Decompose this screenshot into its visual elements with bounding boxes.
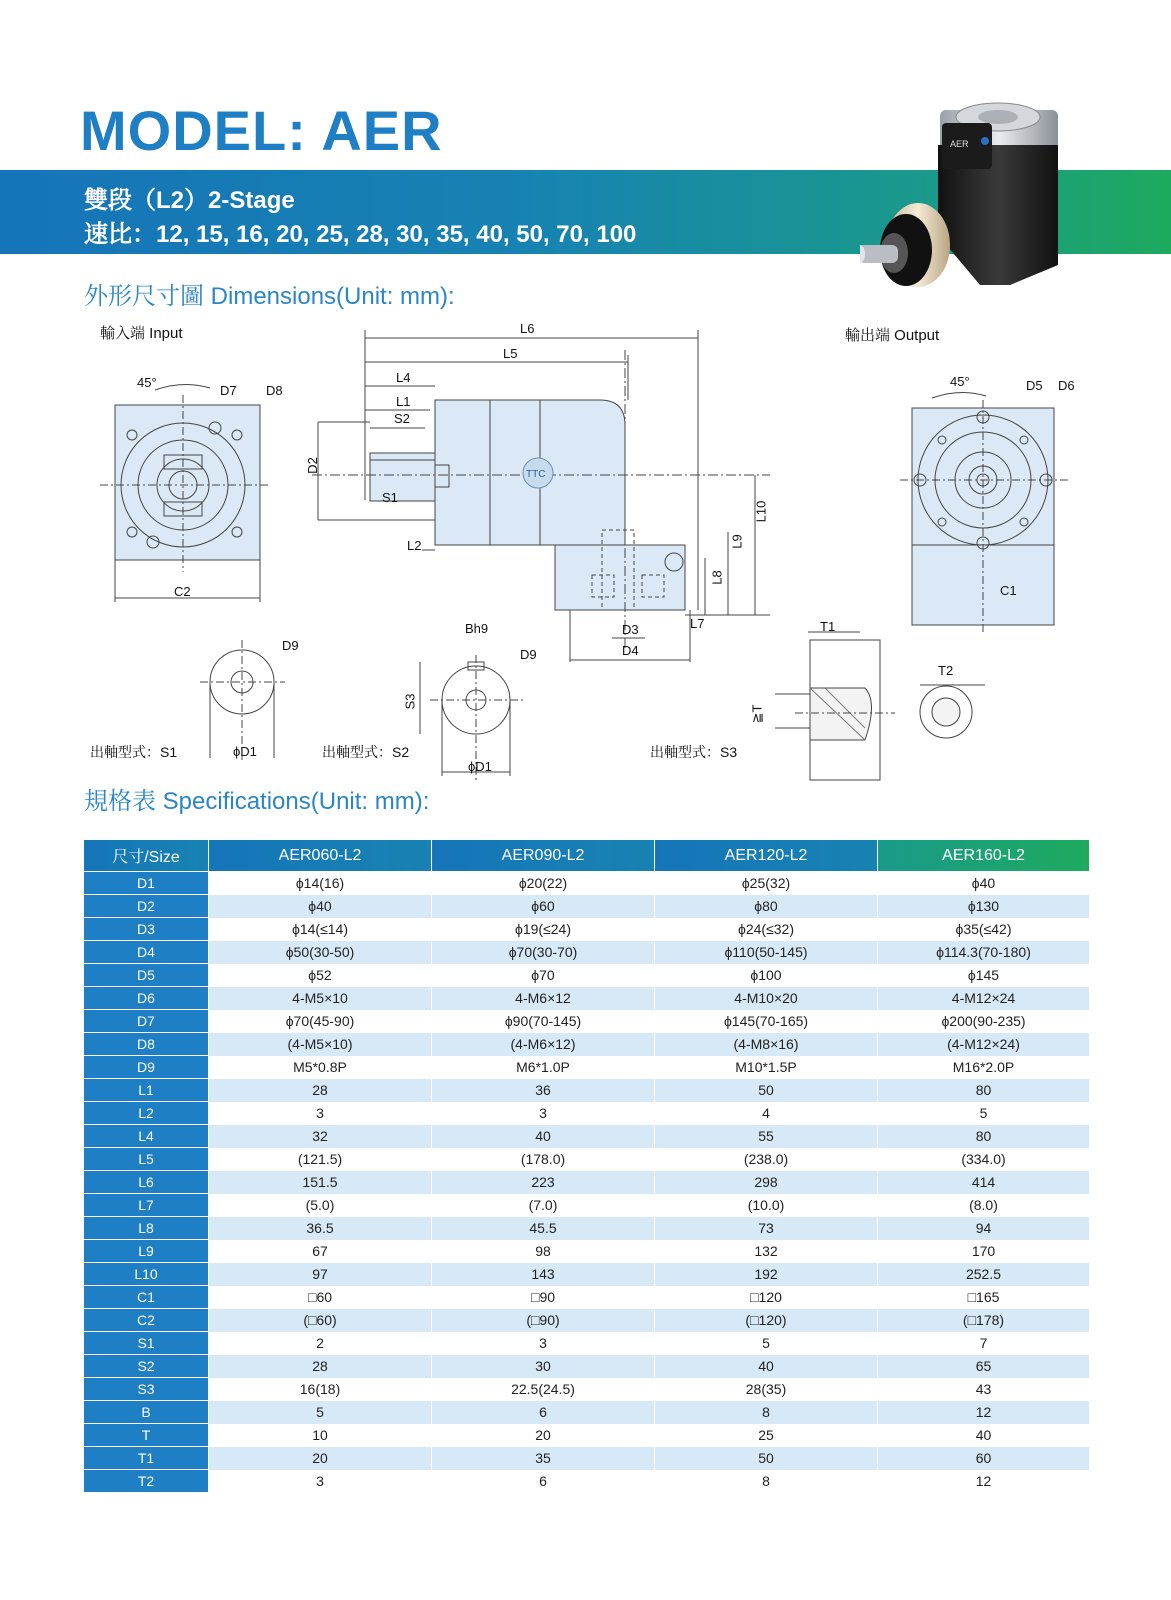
spec-value-cell: 32 (209, 1125, 432, 1148)
spec-value-cell: 4-M6×12 (432, 987, 655, 1010)
column-header: AER120-L2 (655, 840, 878, 872)
spec-value-cell: ϕ130 (878, 895, 1090, 918)
spec-value-cell: 98 (432, 1240, 655, 1263)
spec-value-cell: 192 (655, 1263, 878, 1286)
dim-d4: D4 (622, 643, 639, 658)
table-row (84, 1217, 1090, 1240)
row-header-cell: D9 (84, 1056, 209, 1079)
column-header: 尺寸/Size (84, 840, 209, 872)
dim-d5: D5 (1026, 378, 1043, 393)
dim-c1: C1 (1000, 583, 1017, 598)
spec-value-cell: ϕ70(30-70) (432, 941, 655, 964)
spec-value-cell: 97 (209, 1263, 432, 1286)
dim-s3: S3 (402, 693, 418, 710)
spec-value-cell: (4-M8×16) (655, 1033, 878, 1056)
spec-value-cell: (4-M6×12) (432, 1033, 655, 1056)
spec-value-cell: (4-M5×10) (209, 1033, 432, 1056)
row-header-cell: L10 (84, 1263, 209, 1286)
input-end-view (100, 384, 270, 602)
row-header-cell: L4 (84, 1125, 209, 1148)
spec-value-cell: 80 (878, 1079, 1090, 1102)
spec-value-cell: (238.0) (655, 1148, 878, 1171)
shaft-s3-view (775, 632, 985, 780)
spec-value-cell: (4-M12×24) (878, 1033, 1090, 1056)
dim-l8: L8 (709, 570, 725, 585)
row-header-cell: T1 (84, 1447, 209, 1470)
spec-value-cell: ϕ40 (878, 872, 1090, 895)
row-header-cell: D8 (84, 1033, 209, 1056)
dim-d9-s2: D9 (520, 647, 537, 662)
dim-d1-s2: ϕD1 (468, 759, 492, 774)
spec-value-cell: (□90) (432, 1309, 655, 1332)
dim-l7: L7 (690, 616, 705, 631)
spec-value-cell: ϕ70(45-90) (209, 1010, 432, 1033)
dim-bh9: Bh9 (465, 621, 489, 636)
spec-value-cell: M16*2.0P (878, 1056, 1090, 1079)
spec-table-header (84, 840, 1090, 872)
row-header-cell: L5 (84, 1148, 209, 1171)
dim-s2: S2 (394, 411, 410, 426)
dim-c2: C2 (174, 584, 191, 599)
row-header-cell: C1 (84, 1286, 209, 1309)
spec-value-cell: 55 (655, 1125, 878, 1148)
spec-value-cell: 8 (655, 1470, 878, 1493)
table-row (84, 1148, 1090, 1171)
row-header-cell: L8 (84, 1217, 209, 1240)
spec-value-cell: 3 (209, 1102, 432, 1125)
spec-value-cell: 40 (878, 1424, 1090, 1447)
column-header: AER060-L2 (209, 840, 432, 872)
angle-label-input: 45° (137, 375, 157, 390)
spec-value-cell: M6*1.0P (432, 1056, 655, 1079)
spec-value-cell: 28 (209, 1355, 432, 1378)
spec-value-cell: (□178) (878, 1309, 1090, 1332)
product-brand-label: AER (950, 139, 969, 149)
spec-value-cell: 65 (878, 1355, 1090, 1378)
table-row (84, 1194, 1090, 1217)
spec-value-cell: 4 (655, 1102, 878, 1125)
dim-l10: L10 (753, 500, 769, 523)
spec-value-cell: 80 (878, 1125, 1090, 1148)
specifications-heading: 規格表 Specifications(Unit: mm): (84, 788, 430, 815)
table-row (84, 1102, 1090, 1125)
table-row (84, 1079, 1090, 1102)
spec-value-cell: 5 (878, 1102, 1090, 1125)
spec-value-cell: 36 (432, 1079, 655, 1102)
row-header-cell: L7 (84, 1194, 209, 1217)
spec-value-cell: 28(35) (655, 1378, 878, 1401)
row-header-cell: S1 (84, 1332, 209, 1355)
row-header-cell: L9 (84, 1240, 209, 1263)
row-header-cell: L2 (84, 1102, 209, 1125)
spec-value-cell: M10*1.5P (655, 1056, 878, 1079)
spec-value-cell: □90 (432, 1286, 655, 1309)
spec-value-cell: 35 (432, 1447, 655, 1470)
output-label: 輸出端 Output (845, 327, 940, 344)
column-header: AER160-L2 (878, 840, 1090, 872)
spec-value-cell: 30 (432, 1355, 655, 1378)
spec-value-cell: (334.0) (878, 1148, 1090, 1171)
spec-value-cell: 50 (655, 1079, 878, 1102)
spec-value-cell: 67 (209, 1240, 432, 1263)
spec-value-cell: 5 (655, 1332, 878, 1355)
spec-value-cell: ϕ35(≤42) (878, 918, 1090, 941)
spec-value-cell: (□120) (655, 1309, 878, 1332)
dim-t: ≧T (749, 704, 765, 724)
table-row (84, 1424, 1090, 1447)
table-row (84, 1378, 1090, 1401)
dim-d8: D8 (266, 383, 283, 398)
dim-d2: D2 (304, 457, 320, 474)
spec-value-cell: 3 (432, 1332, 655, 1355)
spec-value-cell: 22.5(24.5) (432, 1378, 655, 1401)
spec-value-cell: ϕ20(22) (432, 872, 655, 895)
row-header-cell: C2 (84, 1309, 209, 1332)
table-row (84, 1240, 1090, 1263)
spec-value-cell: □165 (878, 1286, 1090, 1309)
spec-value-cell: (178.0) (432, 1148, 655, 1171)
spec-value-cell: M5*0.8P (209, 1056, 432, 1079)
spec-value-cell: 252.5 (878, 1263, 1090, 1286)
spec-value-cell: ϕ145(70-165) (655, 1010, 878, 1033)
dim-s1: S1 (382, 490, 398, 505)
angle-label-output: 45° (950, 374, 970, 389)
spec-value-cell: 60 (878, 1447, 1090, 1470)
table-row (84, 1401, 1090, 1424)
dim-l2: L2 (407, 538, 422, 553)
spec-value-cell: ϕ25(32) (655, 872, 878, 895)
table-row (84, 1470, 1090, 1493)
spec-value-cell: ϕ100 (655, 964, 878, 987)
spec-value-cell: ϕ80 (655, 895, 878, 918)
spec-value-cell: 5 (209, 1401, 432, 1424)
spec-value-cell: 12 (878, 1470, 1090, 1493)
dim-d6: D6 (1058, 378, 1075, 393)
table-row (84, 964, 1090, 987)
spec-value-cell: ϕ52 (209, 964, 432, 987)
spec-value-cell: 40 (655, 1355, 878, 1378)
dim-d3: D3 (622, 622, 639, 637)
spec-value-cell: ϕ19(≤24) (432, 918, 655, 941)
table-row (84, 872, 1090, 895)
spec-value-cell: 6 (432, 1401, 655, 1424)
dim-t2: T2 (938, 663, 954, 678)
spec-value-cell: 73 (655, 1217, 878, 1240)
spec-value-cell: (□60) (209, 1309, 432, 1332)
spec-value-cell: 10 (209, 1424, 432, 1447)
dim-t1: T1 (820, 619, 836, 634)
column-header: AER090-L2 (432, 840, 655, 872)
spec-value-cell: ϕ200(90-235) (878, 1010, 1090, 1033)
drawing-logo: TTC (526, 469, 546, 480)
spec-value-cell: 43 (878, 1378, 1090, 1401)
shaft-s1-label: 出軸型式：S1 (90, 744, 178, 760)
table-row (84, 1056, 1090, 1079)
shaft-s2-label: 出軸型式：S2 (322, 744, 410, 760)
spec-value-cell: 45.5 (432, 1217, 655, 1240)
shaft-s1-view (200, 640, 285, 760)
spec-value-cell: (10.0) (655, 1194, 878, 1217)
ratio-line: 速比：12, 15, 16, 20, 25, 28, 30, 35, 40, 50, 70, 100 (84, 221, 637, 248)
row-header-cell: D5 (84, 964, 209, 987)
input-label: 輸入端 Input (100, 325, 183, 342)
spec-value-cell: 143 (432, 1263, 655, 1286)
table-row (84, 941, 1090, 964)
row-header-cell: B (84, 1401, 209, 1424)
spec-value-cell: 50 (655, 1447, 878, 1470)
dim-d1-s1: ϕD1 (233, 744, 257, 759)
spec-value-cell: ϕ70 (432, 964, 655, 987)
table-row (84, 1171, 1090, 1194)
dim-d7: D7 (220, 383, 237, 398)
product-image (860, 85, 1100, 295)
stage-line: 雙段（L2）2-Stage (84, 187, 295, 214)
spec-value-cell: ϕ40 (209, 895, 432, 918)
row-header-cell: T (84, 1424, 209, 1447)
table-row (84, 895, 1090, 918)
table-row (84, 1447, 1090, 1470)
table-row (84, 918, 1090, 941)
spec-value-cell: 12 (878, 1401, 1090, 1424)
spec-value-cell: (121.5) (209, 1148, 432, 1171)
table-row (84, 987, 1090, 1010)
table-row (84, 1125, 1090, 1148)
table-row (84, 1010, 1090, 1033)
row-header-cell: D7 (84, 1010, 209, 1033)
table-row (84, 1286, 1090, 1309)
spec-value-cell: ϕ24(≤32) (655, 918, 878, 941)
page-title: MODEL: AER (80, 99, 443, 162)
table-row (84, 1033, 1090, 1056)
side-view (312, 330, 770, 662)
spec-value-cell: 151.5 (209, 1171, 432, 1194)
row-header-cell: D3 (84, 918, 209, 941)
spec-value-cell: 8 (655, 1401, 878, 1424)
spec-value-cell: 94 (878, 1217, 1090, 1240)
spec-value-cell: 132 (655, 1240, 878, 1263)
spec-value-cell: 3 (432, 1102, 655, 1125)
spec-value-cell: ϕ110(50-145) (655, 941, 878, 964)
row-header-cell: L6 (84, 1171, 209, 1194)
spec-value-cell: 4-M12×24 (878, 987, 1090, 1010)
spec-value-cell: ϕ90(70-145) (432, 1010, 655, 1033)
spec-value-cell: 25 (655, 1424, 878, 1447)
row-header-cell: D6 (84, 987, 209, 1010)
dim-d9-s1: D9 (282, 638, 299, 653)
spec-value-cell: 16(18) (209, 1378, 432, 1401)
row-header-cell: S3 (84, 1378, 209, 1401)
spec-value-cell: 28 (209, 1079, 432, 1102)
table-row (84, 1263, 1090, 1286)
spec-value-cell: ϕ114.3(70-180) (878, 941, 1090, 964)
table-row (84, 1309, 1090, 1332)
spec-value-cell: 36.5 (209, 1217, 432, 1240)
row-header-cell: T2 (84, 1470, 209, 1493)
dim-l4: L4 (396, 370, 411, 385)
spec-value-cell: 6 (432, 1470, 655, 1493)
shaft-s3-label: 出軸型式：S3 (650, 744, 738, 760)
spec-value-cell: 414 (878, 1171, 1090, 1194)
spec-value-cell: 223 (432, 1171, 655, 1194)
spec-value-cell: 2 (209, 1332, 432, 1355)
spec-value-cell: □60 (209, 1286, 432, 1309)
spec-value-cell: ϕ14(16) (209, 872, 432, 895)
spec-value-cell: ϕ50(30-50) (209, 941, 432, 964)
row-header-cell: S2 (84, 1355, 209, 1378)
spec-value-cell: 40 (432, 1125, 655, 1148)
dimensions-heading: 外形尺寸圖 Dimensions(Unit: mm): (84, 283, 455, 310)
table-row (84, 1332, 1090, 1355)
spec-value-cell: 7 (878, 1332, 1090, 1355)
spec-value-cell: (5.0) (209, 1194, 432, 1217)
dim-l1: L1 (396, 394, 411, 409)
spec-value-cell: 20 (432, 1424, 655, 1447)
dim-l6: L6 (520, 321, 535, 336)
dim-l5: L5 (503, 346, 518, 361)
table-row (84, 1355, 1090, 1378)
spec-value-cell: ϕ145 (878, 964, 1090, 987)
spec-value-cell: (8.0) (878, 1194, 1090, 1217)
spec-value-cell: 4-M10×20 (655, 987, 878, 1010)
row-header-cell: L1 (84, 1079, 209, 1102)
dim-l9: L9 (729, 534, 745, 549)
row-header-cell: D2 (84, 895, 209, 918)
spec-value-cell: 4-M5×10 (209, 987, 432, 1010)
spec-value-cell: ϕ14(≤14) (209, 918, 432, 941)
row-header-cell: D4 (84, 941, 209, 964)
output-end-view (900, 392, 1070, 632)
spec-value-cell: ϕ60 (432, 895, 655, 918)
spec-value-cell: 298 (655, 1171, 878, 1194)
spec-value-cell: 20 (209, 1447, 432, 1470)
spec-value-cell: □120 (655, 1286, 878, 1309)
spec-value-cell: 170 (878, 1240, 1090, 1263)
row-header-cell: D1 (84, 872, 209, 895)
spec-table (83, 839, 1090, 1493)
spec-value-cell: (7.0) (432, 1194, 655, 1217)
spec-value-cell: 3 (209, 1470, 432, 1493)
